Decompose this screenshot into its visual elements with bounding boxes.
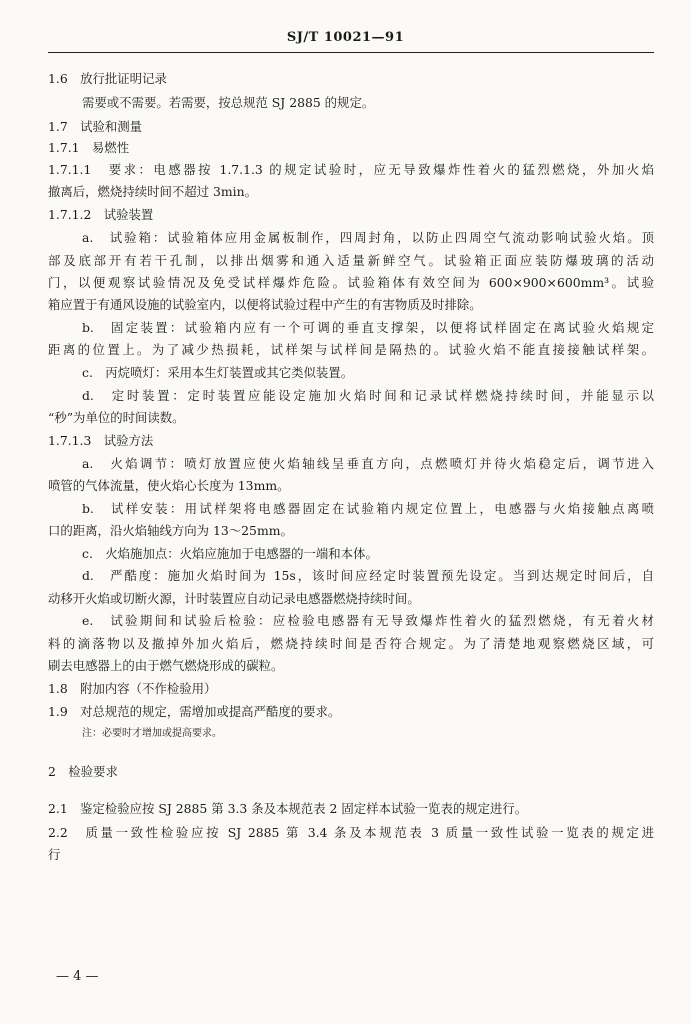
item-a-test-chamber: a. 试验箱：试验箱体应用金属板制作，四周封角，以防止四周空气流动影响试验火焰。顶	[82, 230, 654, 245]
method-a-flame-adjust: a. 火焰调节：喷灯放置应使火焰轴线呈垂直方向，点燃喷灯并待火焰稳定后，调节进入	[82, 456, 654, 471]
clause-1-8-heading: 1.8 附加内容（不作检验用）	[48, 681, 217, 696]
method-e-inspection: e. 试验期间和试验后检验：应检验电感器有无导致爆炸性着火的猛烈燃烧，有无着火材	[82, 613, 654, 628]
clause-1-7-1-3-heading: 1.7.1.3 试验方法	[48, 433, 154, 448]
header-rule	[48, 52, 654, 53]
clause-1-7-1-1-text: 1.7.1.1 要求：电感器按 1.7.1.3 的规定试验时，应无导致爆炸性着火的猛烈燃烧，外加火焰	[48, 162, 654, 177]
method-c-application-point: c. 火焰施加点：火焰应施加于电感器的一端和本体。	[82, 546, 378, 561]
clause-2-2-text: 2.2 质量一致性检验应按 SJ 2885 第 3.4 条及本规范表 3 质量一致性试验一览表的规定进	[48, 825, 654, 840]
item-d-text-2: “秒”为单位的时间读数。	[48, 410, 185, 425]
item-a-text-3: 门，以便观察试验情况及免受试样爆炸危险。试验箱体有效空间为 600×900×600mm³。试验	[48, 275, 654, 290]
method-b-text-2: 口的距离，沿火焰轴线方向为 13～25mm。	[48, 523, 293, 538]
item-a-text-4: 箱应置于有通风设施的试验室内，以便将试验过程中产生的有害物质及时排除。	[48, 297, 482, 312]
clause-1-7-heading: 1.7 试验和测量	[48, 119, 143, 134]
clause-1-6-text: 需要或不需要。若需要，按总规范 SJ 2885 的规定。	[82, 95, 375, 110]
clause-1-7-1-heading: 1.7.1 易燃性	[48, 140, 130, 155]
method-e-text-3: 刷去电感器上的由于燃气燃烧形成的碳粒。	[48, 658, 284, 673]
item-a-text-2: 部及底部开有若干孔制，以排出烟雾和通入适量新鲜空气。试验箱正面应装防爆玻璃的活动	[48, 253, 654, 268]
item-d-timer: d. 定时装置：定时装置应能设定施加火焰时间和记录试样燃烧持续时间，并能显示以	[82, 388, 654, 403]
clause-1-7-1-2-heading: 1.7.1.2 试验装置	[48, 207, 154, 222]
clause-1-6-heading: 1.6 放行批证明记录	[48, 71, 167, 86]
clause-2-1-text: 2.1 鉴定检验应按 SJ 2885 第 3.3 条及本规范表 2 固定样本试验一览表的规定进行。	[48, 801, 528, 816]
section-2-heading: 2 检验要求	[48, 764, 118, 779]
document-code-header: SJ/T 10021—91	[286, 30, 405, 45]
item-b-text-2: 距离的位置上。为了减少热损耗，试样架与试样间是隔热的。试验火焰不能直接接触试样架。	[48, 342, 654, 357]
method-d-severity: d. 严酷度：施加火焰时间为 15s，该时间应经定时装置预先设定。当到达规定时间后，自	[82, 568, 654, 583]
page-number: — 4 —	[56, 969, 99, 984]
clause-2-2-text-cont: 行	[48, 847, 61, 862]
clause-1-7-1-1-text-cont: 撤离后，燃烧持续时间不超过 3min。	[48, 184, 257, 199]
clause-1-9-note: 注：必要时才增加或提高要求。	[82, 728, 222, 739]
method-a-text-2: 喷管的气体流量，使火焰心长度为 13mm。	[48, 478, 290, 493]
method-e-text-2: 料的滴落物以及撤掉外加火焰后，燃烧持续时间是否符合规定。为了清楚地观察燃烧区域，可	[48, 636, 654, 651]
method-b-mounting: b. 试样安装：用试样架将电感器固定在试验箱内规定位置上，电感器与火焰接触点离喷	[82, 501, 654, 516]
clause-1-9-heading: 1.9 对总规范的规定，需增加或提高严酷度的要求。	[48, 704, 341, 719]
item-b-fixture: b. 固定装置：试验箱内应有一个可调的垂直支撑架，以便将试样固定在离试验火焰规定	[82, 320, 654, 335]
method-d-text-2: 动移开火焰或切断火源，计时装置应自动记录电感器燃烧持续时间。	[48, 591, 420, 606]
item-c-burner: c. 丙烷喷灯：采用本生灯装置或其它类似装置。	[82, 365, 354, 380]
